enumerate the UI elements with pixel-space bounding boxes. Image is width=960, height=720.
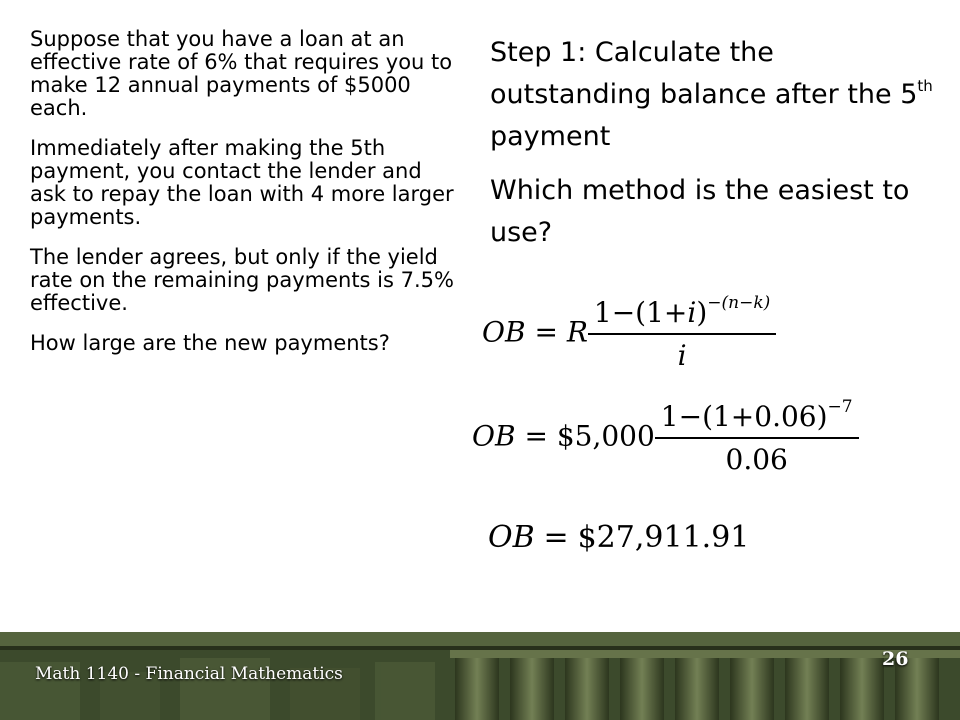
- formula-substituted-lhs: OB: [472, 419, 516, 453]
- formula-result-equals: =: [543, 520, 569, 555]
- formula-general-exponent: −(n−k): [707, 293, 771, 313]
- problem-paragraph-loan: Suppose that you have a loan at an effective rate of 6% that requires you to make 12 annual payments of $5000 each.: [30, 27, 453, 120]
- formula-substituted-exponent: −7: [827, 397, 853, 417]
- formula-result: [488, 520, 749, 555]
- formula-general-fraction: [588, 293, 776, 372]
- formula-result-lhs: OB: [488, 520, 535, 555]
- formula-substituted-denominator: 0.06: [655, 437, 859, 476]
- formula-substituted: [472, 397, 859, 476]
- formula-general-denominator: i: [588, 333, 776, 372]
- problem-paragraph-question: How large are the new payments?: [30, 331, 390, 355]
- formula-substituted-fraction: [655, 397, 859, 476]
- solution-step: [490, 32, 940, 266]
- formula-general-numerator-var: i: [687, 296, 697, 329]
- formula-result-value: $27,911.91: [577, 520, 750, 555]
- step-question: Which method is the easiest to use?: [490, 175, 910, 248]
- formula-general: [482, 293, 776, 372]
- formula-substituted-numerator-base: 1−(1+0.06): [660, 400, 828, 433]
- formula-general-factor: R: [566, 315, 588, 349]
- formula-substituted-numerator: [655, 397, 859, 437]
- formula-substituted-equals: =: [524, 419, 548, 453]
- problem-paragraph-lender-terms: The lender agrees, but only if the yield rate on the remaining payments is 7.5% effective.: [30, 245, 454, 315]
- formula-general-numerator: [588, 293, 776, 333]
- formula-substituted-factor: $5,000: [556, 419, 655, 453]
- step-heading: [490, 32, 940, 158]
- course-title: Math 1140 - Financial Mathematics: [35, 664, 343, 684]
- step-heading-text: Step 1: Calculate the outstanding balance after the 5: [490, 37, 918, 110]
- formula-general-lhs: OB: [482, 315, 526, 349]
- formula-general-numerator-close: ): [696, 296, 708, 329]
- problem-paragraph-fifth-payment: Immediately after making the 5th payment, you contact the lender and ask to repay the loan with 4 more larger payments.: [30, 136, 454, 229]
- slide-number: 26: [882, 648, 909, 670]
- formula-general-numerator-base: 1−(1+: [593, 296, 688, 329]
- formula-general-equals: =: [534, 315, 558, 349]
- step-heading-suffix: payment: [490, 121, 611, 152]
- step-heading-superscript: th: [917, 77, 933, 95]
- problem-statement: [30, 28, 455, 372]
